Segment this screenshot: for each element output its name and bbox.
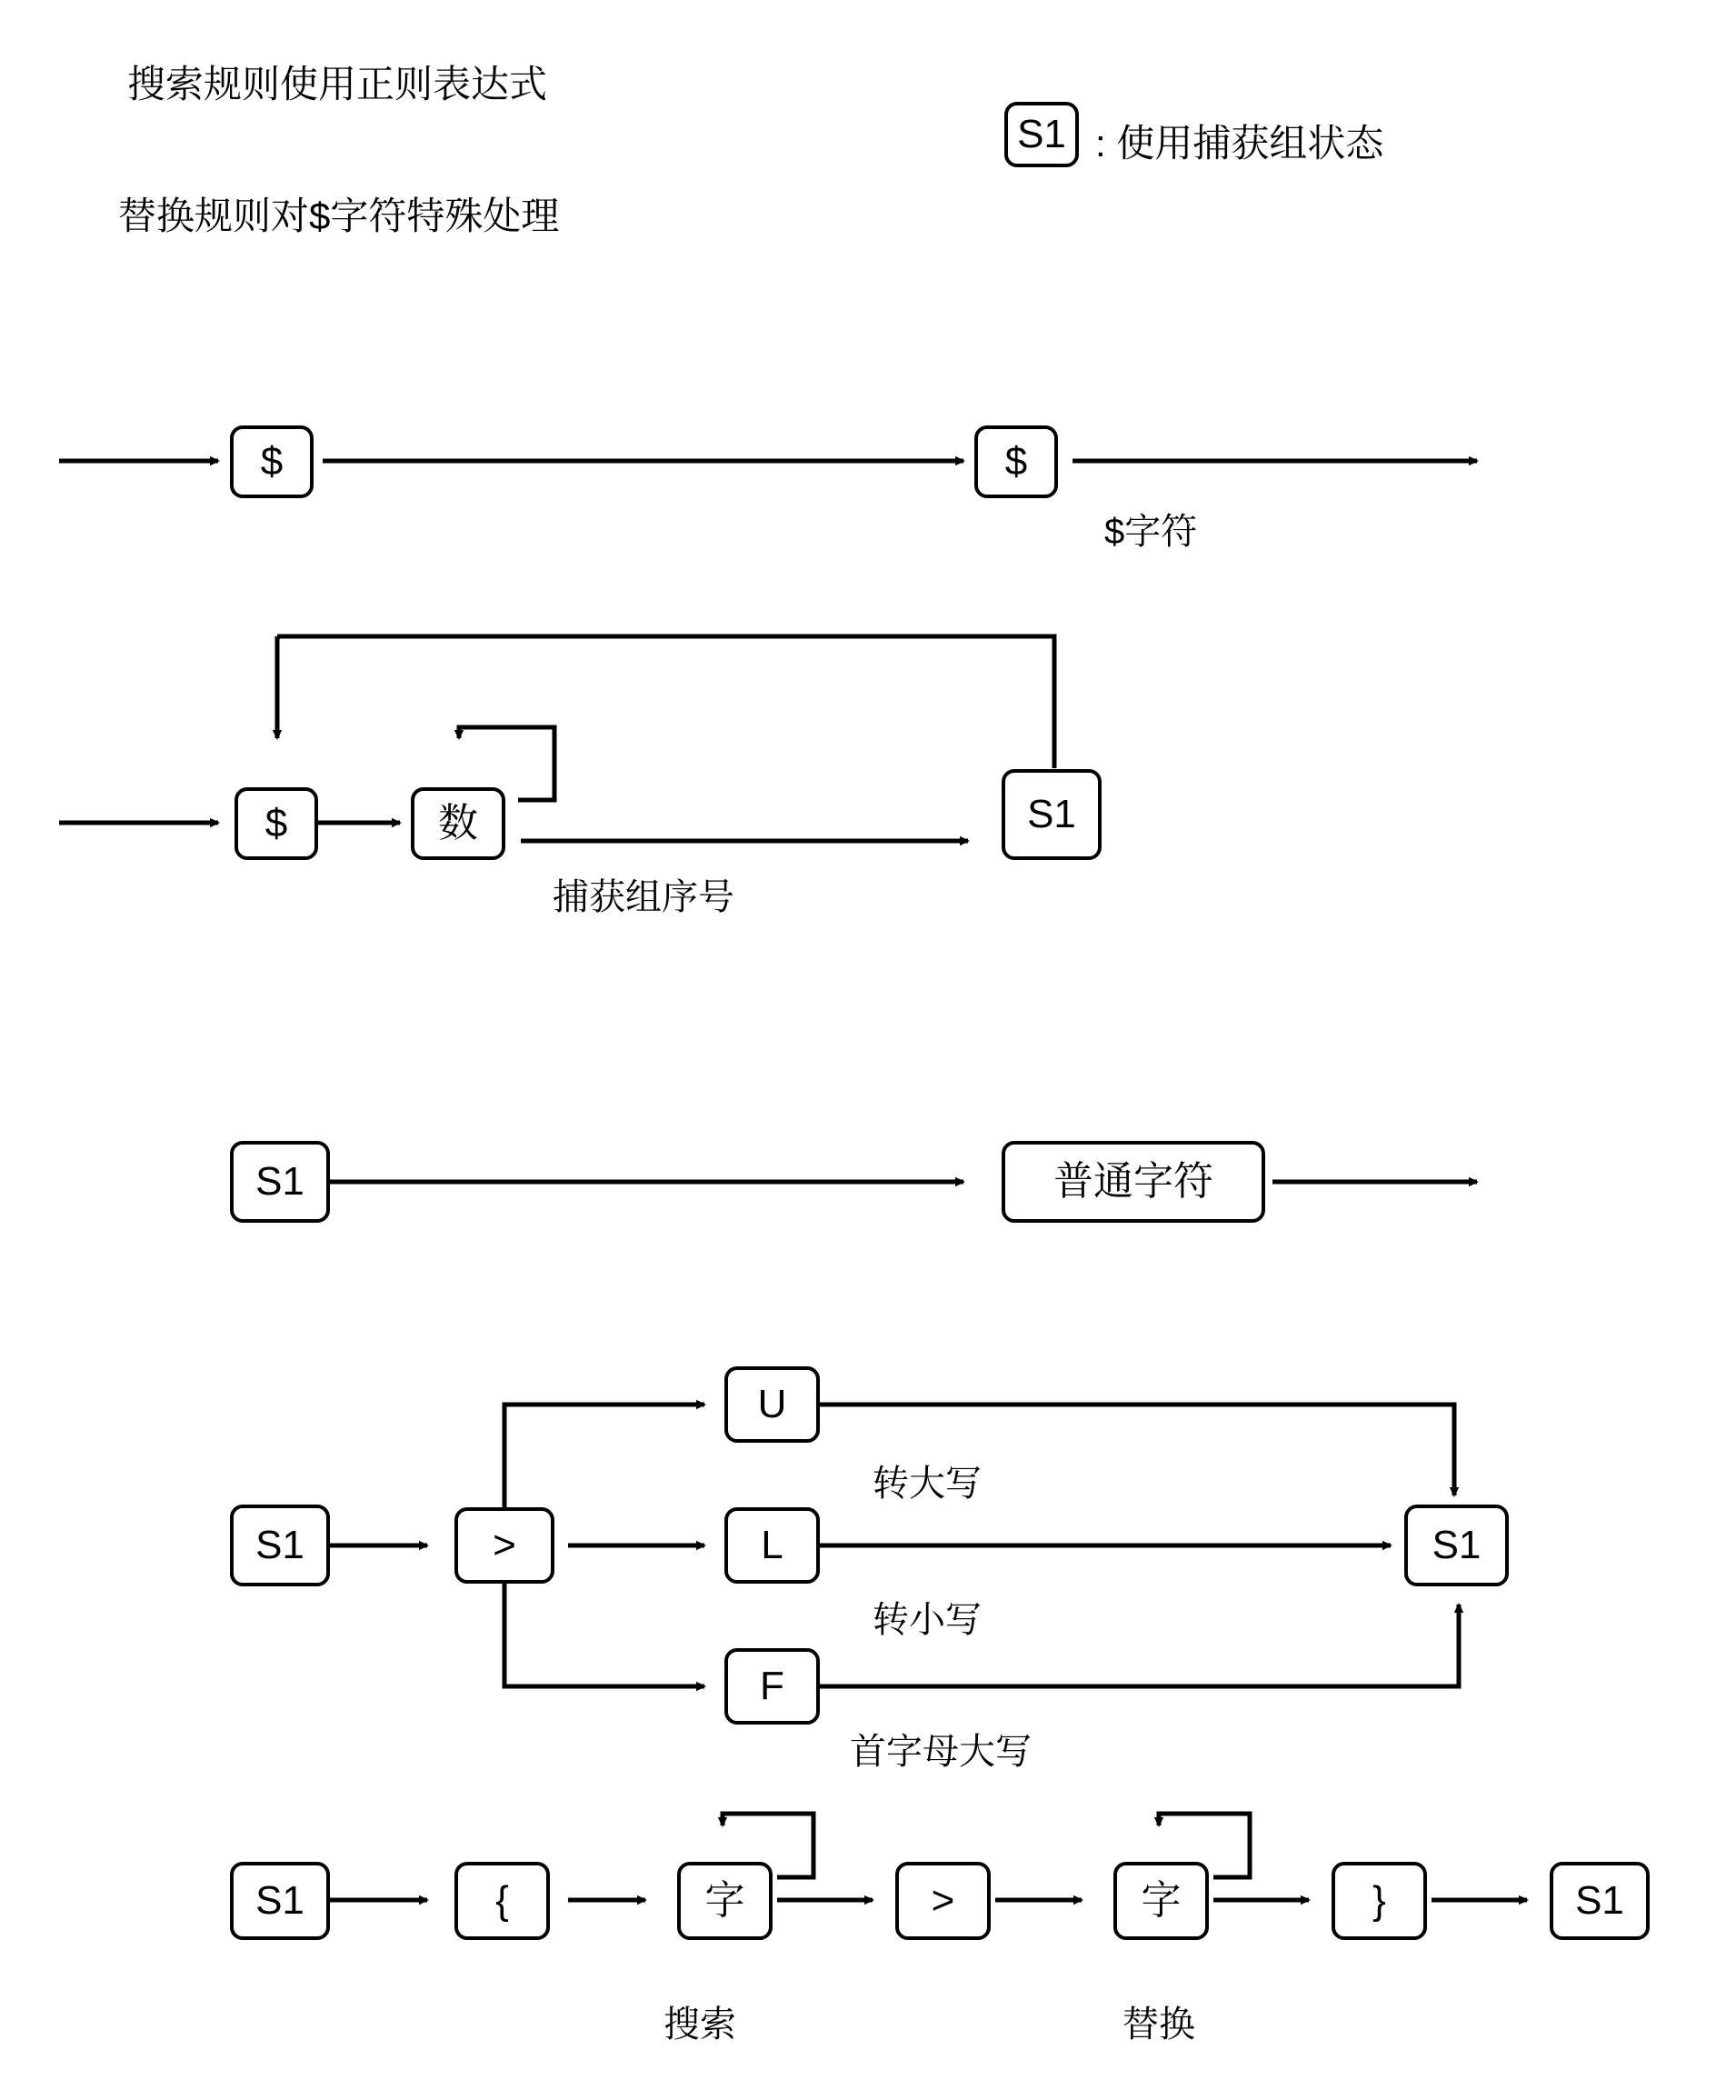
node-digit: 数 [411, 787, 505, 860]
node-normal-char: 普通字符 [1002, 1141, 1265, 1223]
caption-dollar-char: $字符 [1104, 512, 1198, 552]
header-line-2: 替换规则对$字符特殊处理 [118, 195, 560, 237]
node-first-upper: F [724, 1648, 820, 1725]
legend-text: : 使用捕获组状态 [1095, 122, 1384, 165]
header-line-1: 搜索规则使用正则表达式 [127, 63, 548, 105]
node-dollar-3: $ [234, 787, 318, 860]
node-brace-open: { [454, 1862, 550, 1940]
node-state-s1-row5-out: S1 [1550, 1862, 1650, 1940]
caption-search: 搜索 [663, 2005, 736, 2045]
node-gt-row4: > [454, 1507, 554, 1584]
node-gt-row5: > [895, 1862, 991, 1940]
node-dollar-2: $ [974, 425, 1058, 498]
node-lower: L [724, 1507, 820, 1584]
caption-replace: 替换 [1122, 2005, 1195, 2045]
node-state-s1-row5-in: S1 [230, 1862, 330, 1940]
node-state-s1-row3: S1 [230, 1141, 330, 1223]
node-upper: U [724, 1366, 820, 1443]
node-state-s1-row4-in: S1 [230, 1505, 330, 1586]
node-search-char: 字 [677, 1862, 773, 1940]
caption-capture-index: 捕获组序号 [553, 877, 734, 917]
legend-state-node: S1 [1004, 102, 1079, 167]
node-dollar-1: $ [230, 425, 314, 498]
node-state-s1-row2: S1 [1002, 769, 1102, 860]
node-replace-char: 字 [1113, 1862, 1209, 1940]
node-brace-close: } [1332, 1862, 1427, 1940]
caption-to-lower: 转小写 [873, 1600, 982, 1640]
caption-to-upper: 转大写 [873, 1464, 982, 1504]
caption-first-letter-upper: 首字母大写 [850, 1732, 1032, 1772]
node-state-s1-row4-out: S1 [1404, 1505, 1509, 1586]
